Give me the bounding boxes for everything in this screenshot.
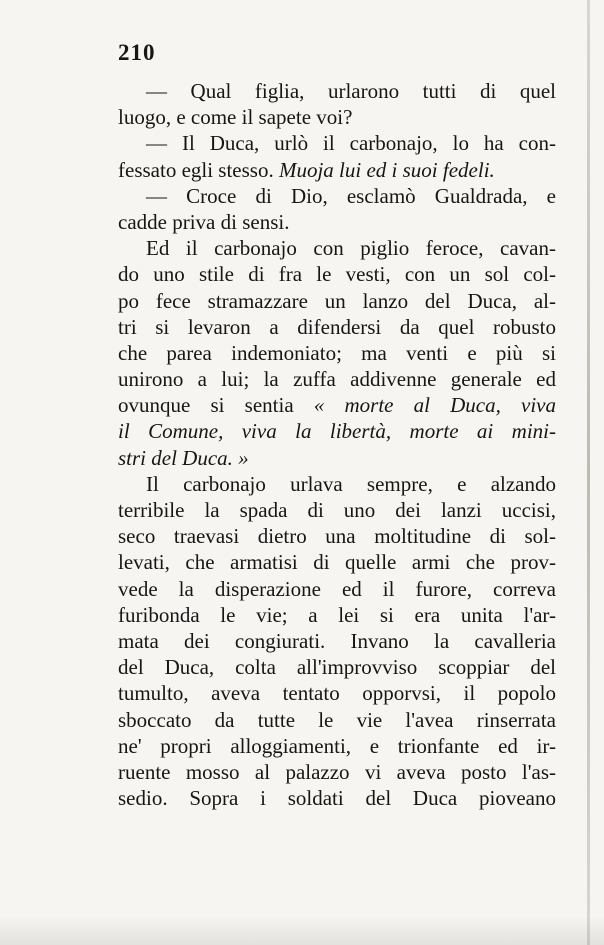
italic-text-run: il Comune, viva la libertà, morte ai mini- <box>118 419 556 444</box>
text-run: Ed il carbonajo con piglio feroce, cavan- <box>146 236 556 261</box>
text-run: terribile la spada di uno dei lanzi uccisi, <box>118 498 556 522</box>
text-line <box>118 235 556 261</box>
text-run: mata dei congiurati. Invano la cavalleria <box>118 628 556 653</box>
body-text <box>118 78 556 811</box>
page-bottom-shadow <box>0 915 604 945</box>
text-line <box>118 78 556 104</box>
text-line <box>118 104 556 130</box>
text-line <box>118 157 556 183</box>
text-line <box>118 785 556 811</box>
text-line <box>118 654 556 680</box>
text-run: Il carbonajo urlava sempre, e alzando <box>146 471 556 496</box>
text-line <box>118 445 556 471</box>
text-line <box>118 523 556 549</box>
text-run: cadde priva di sensi. <box>118 209 290 234</box>
text-line <box>118 471 556 497</box>
page-number: 210 <box>118 40 156 65</box>
text-line <box>118 497 556 523</box>
italic-text-run: « morte al Duca, viva <box>313 393 557 418</box>
text-run: tri si levaron a difendersi da quel robusto <box>118 314 556 339</box>
text-run: del Duca, colta all'improvviso scoppiar del <box>118 655 556 680</box>
text-run: levati, che armatisi di quelle armi che prov- <box>118 550 556 575</box>
text-run: fessato egli stesso. <box>118 157 279 182</box>
text-run: unirono a lui; la zuffa addivenne generale ed <box>118 367 556 392</box>
text-line <box>118 707 556 733</box>
text-line <box>118 759 556 785</box>
text-run: sedio. Sopra i soldati del Duca pioveano <box>118 786 556 811</box>
text-run: seco traevasi dietro una moltitudine di sol- <box>118 524 556 549</box>
text-run: — Croce di Dio, esclamò Gualdrada, e <box>146 183 556 208</box>
text-line <box>118 340 556 366</box>
page-edge-shadow <box>587 0 590 945</box>
text-line <box>118 418 556 444</box>
text-line <box>118 366 556 392</box>
text-run: sboccato da tutte le vie l'avea rinserrata <box>118 707 556 732</box>
text-line <box>118 130 556 156</box>
text-run: — Qual figlia, urlarono tutti di quel <box>146 79 556 103</box>
text-line <box>118 183 556 209</box>
text-line <box>118 288 556 314</box>
text-line <box>118 628 556 654</box>
text-run: tumulto, aveva tentato opporvsi, il popolo <box>118 681 556 706</box>
text-run: ruente mosso al palazzo vi aveva posto l'as- <box>118 759 556 784</box>
text-run: ovunque si sentia <box>118 393 314 418</box>
text-run: luogo, e come il sapete voi? <box>118 105 353 130</box>
text-run: do uno stile di fra le vesti, con un sol col- <box>118 262 556 287</box>
text-line <box>118 314 556 340</box>
text-run: che parea indemoniato; ma venti e più si <box>118 340 556 365</box>
italic-text-run: Muoja lui ed i suoi fedeli. <box>278 157 495 182</box>
text-line <box>118 261 556 287</box>
text-run: po fece stramazzare un lanzo del Duca, al- <box>118 288 556 313</box>
text-line <box>118 392 556 418</box>
text-run: — Il Duca, urlò il carbonajo, lo ha con- <box>146 131 556 156</box>
text-run: vede la disperazione ed il furore, correva <box>118 576 556 601</box>
text-line <box>118 576 556 602</box>
text-line <box>118 209 556 235</box>
text-run: ne' propri alloggiamenti, e trionfante ed ir- <box>118 733 556 758</box>
text-line <box>118 549 556 575</box>
text-line <box>118 680 556 706</box>
italic-text-run: stri del Duca. » <box>118 445 249 470</box>
text-line <box>118 733 556 759</box>
text-run: furibonda le vie; a lei si era unita l'ar- <box>118 602 556 627</box>
text-line <box>118 602 556 628</box>
